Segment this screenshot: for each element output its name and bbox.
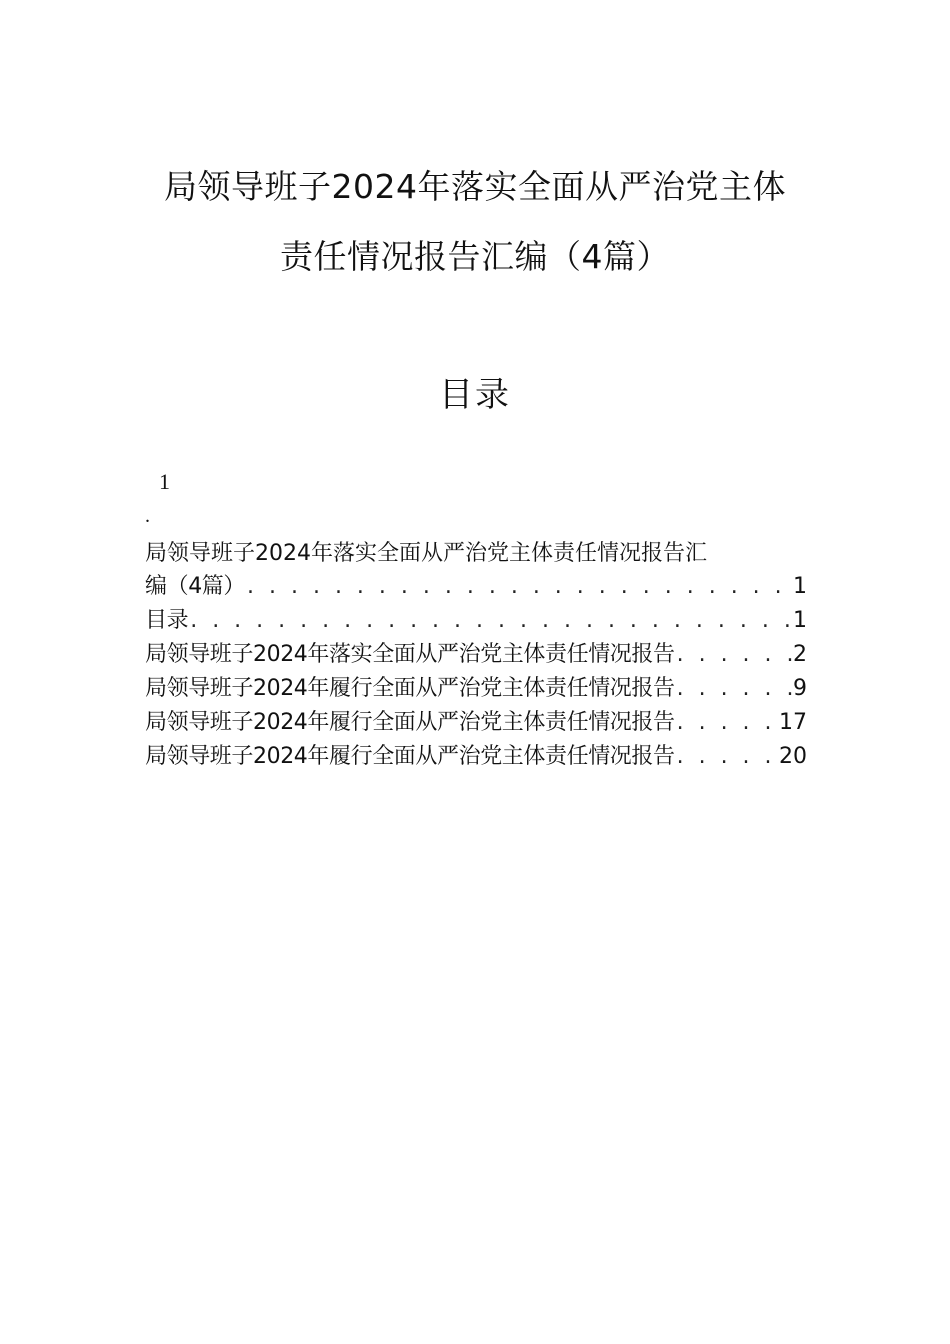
toc-page-number: 2 [793,642,807,667]
toc-entry[interactable] [145,672,807,706]
document-title-line-2: 责任情况报告汇编（4篇） [280,237,670,276]
toc-entry-text: 局领导班子2024年履行全面从严治党主体责任情况报告 [145,744,675,769]
toc-dot-leader [675,638,793,672]
toc-entry[interactable] [145,604,807,638]
toc-entry-text: 局领导班子2024年落实全面从严治党主体责任情况报告 [145,642,675,667]
list-number-dot: . [145,505,150,527]
toc-dot-leader [245,570,793,604]
toc-heading: 目录 [439,375,511,415]
toc-page-number: 9 [793,676,807,701]
toc-page-number: 1 [793,574,807,599]
toc-page-number: 20 [779,744,807,769]
toc-list [145,537,807,774]
document-title-line-1: 局领导班子2024年落实全面从严治党主体 [164,167,786,206]
toc-page-number: 17 [779,710,807,735]
toc-entry-text: 局领导班子2024年履行全面从严治党主体责任情况报告 [145,676,675,701]
toc-entry[interactable] [145,740,807,774]
toc-dot-leader [675,706,779,740]
toc-entry-text: 编（4篇） [145,574,245,599]
toc-entry-1-first-line[interactable]: 局领导班子2024年落实全面从严治党主体责任情况报告汇 [145,541,707,566]
list-number-marker: 1 [159,469,170,494]
toc-dot-leader [675,672,793,706]
toc-entry[interactable] [145,570,807,604]
toc-dot-leader [675,740,779,774]
toc-entry[interactable] [145,706,807,740]
toc-entry-text: 目录 [145,608,189,633]
toc-page-number: 1 [793,608,807,633]
toc-dot-leader [188,604,793,638]
toc-entry-text: 局领导班子2024年履行全面从严治党主体责任情况报告 [145,710,675,735]
toc-entry[interactable] [145,638,807,672]
